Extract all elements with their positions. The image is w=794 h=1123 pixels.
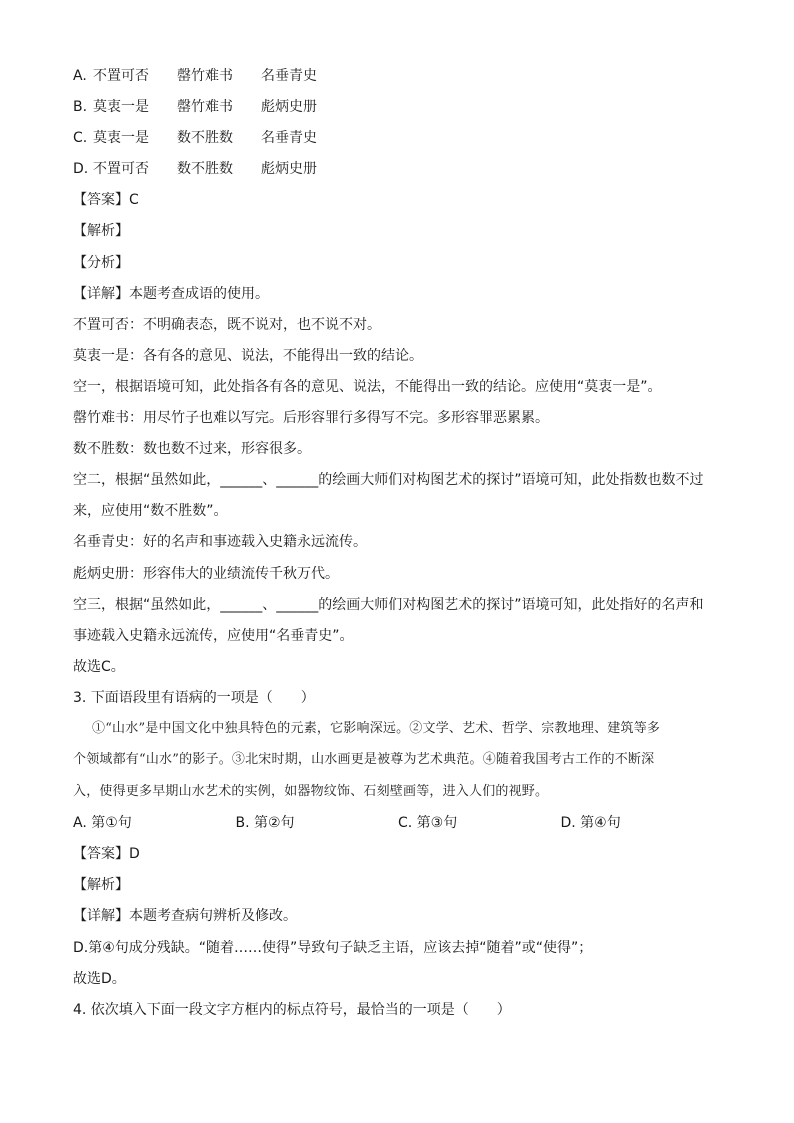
explanation-line: D.第④句成分残缺。“随着……使得”导致句子缺乏主语，应该去掉“随着”或“使得”； [73, 939, 593, 956]
answer-label: 【答案】C [73, 192, 139, 209]
option-d [73, 157, 723, 188]
analysis-label: 【解析】 [73, 877, 129, 894]
option-idiom-2: 数不胜数 [177, 161, 233, 178]
choice-c: C. 第③句 [398, 815, 458, 832]
option-idiom-3: 名垂青史 [261, 130, 317, 147]
analysis-label: 【解析】 [73, 223, 129, 240]
option-b [73, 95, 723, 126]
explanation-line: 彪炳史册：形容伟大的业绩流传千秋万代。 [73, 565, 339, 582]
option-idiom-1: 不置可否 [93, 68, 149, 84]
explanation-line: 莫衷一是：各有各的意见、说法，不能得出一致的结论。 [73, 347, 423, 364]
option-idiom-2: 罄竹难书 [177, 68, 233, 84]
option-idiom-2: 罄竹难书 [177, 99, 233, 116]
explanation-line: 【详解】本题考查成语的使用。 [73, 285, 269, 302]
question-stem: 3. 下面语段里有语病的一项是（ ） [73, 689, 315, 706]
answer-label: 【答案】D [73, 846, 140, 863]
option-c [73, 126, 723, 157]
explanation-line: 空三，根据“虽然如此，______、______的绘画大师们对构图艺术的探讨”语境可知，此处指好的名声和 [73, 596, 704, 613]
explanation-line: 空二，根据“虽然如此，______、______的绘画大师们对构图艺术的探讨”语境可知，此处指数也数不过 [73, 472, 704, 489]
option-idiom-2: 数不胜数 [177, 130, 233, 147]
option-key: D. [73, 161, 89, 178]
choice-d: D. 第④句 [560, 815, 621, 832]
choice-a: A. 第①句 [73, 815, 132, 832]
explanation-line: 【详解】本题考查病句辨析及修改。 [73, 908, 297, 925]
option-key: A. [73, 68, 87, 84]
question-stem: 4. 依次填入下面一段文字方框内的标点符号，最恰当的一项是（ ） [73, 1001, 511, 1018]
explanation-line: 罄竹难书：用尽竹子也难以写完。后形容罪行多得写不完。多形容罪恶累累。 [73, 410, 549, 427]
passage-line: ①“山水”是中国文化中独具特色的元素，它影响深远。②文学、艺术、哲学、宗教地理、建筑等多 [92, 720, 661, 736]
option-a [73, 64, 723, 95]
analysis-subheading: 【分析】 [73, 254, 129, 271]
explanation-line: 来，应使用“数不胜数”。 [73, 503, 228, 520]
option-key: B. [73, 99, 88, 116]
explanation-line: 事迹载入史籍永远流传，应使用“名垂青史”。 [73, 627, 354, 644]
option-idiom-1: 不置可否 [93, 161, 149, 178]
explanation-line: 故选C。 [73, 658, 125, 675]
option-idiom-3: 彪炳史册 [261, 99, 317, 116]
question-passage [73, 717, 723, 811]
option-idiom-1: 莫衷一是 [93, 99, 149, 116]
choice-b: B. 第②句 [235, 815, 295, 832]
explanation-line: 不置可否：不明确表态，既不说对，也不说不对。 [73, 316, 381, 333]
explanation-line: 故选D。 [73, 970, 126, 987]
passage-line: 个领域都有“山水”的影子。③北宋时期，山水画更是被尊为艺术典范。④随着我国考古工作的不断深 [73, 752, 655, 768]
option-idiom-3: 彪炳史册 [261, 161, 317, 178]
explanation-line: 空一，根据语境可知，此处指各有各的意见、说法，不能得出一致的结论。应使用“莫衷一是”。 [73, 378, 662, 395]
option-idiom-3: 名垂青史 [261, 68, 317, 84]
explanation-line: 数不胜数：数也数不过来，形容很多。 [73, 441, 311, 458]
explanation-line: 名垂青史：好的名声和事迹载入史籍永远流传。 [73, 534, 367, 551]
document-page [73, 64, 723, 1029]
option-key: C. [73, 130, 88, 147]
option-idiom-1: 莫衷一是 [93, 130, 149, 147]
passage-line: 入，使得更多早期山水艺术的实例，如器物纹饰、石刻壁画等，进入人们的视野。 [73, 783, 549, 799]
choice-row [73, 811, 723, 842]
